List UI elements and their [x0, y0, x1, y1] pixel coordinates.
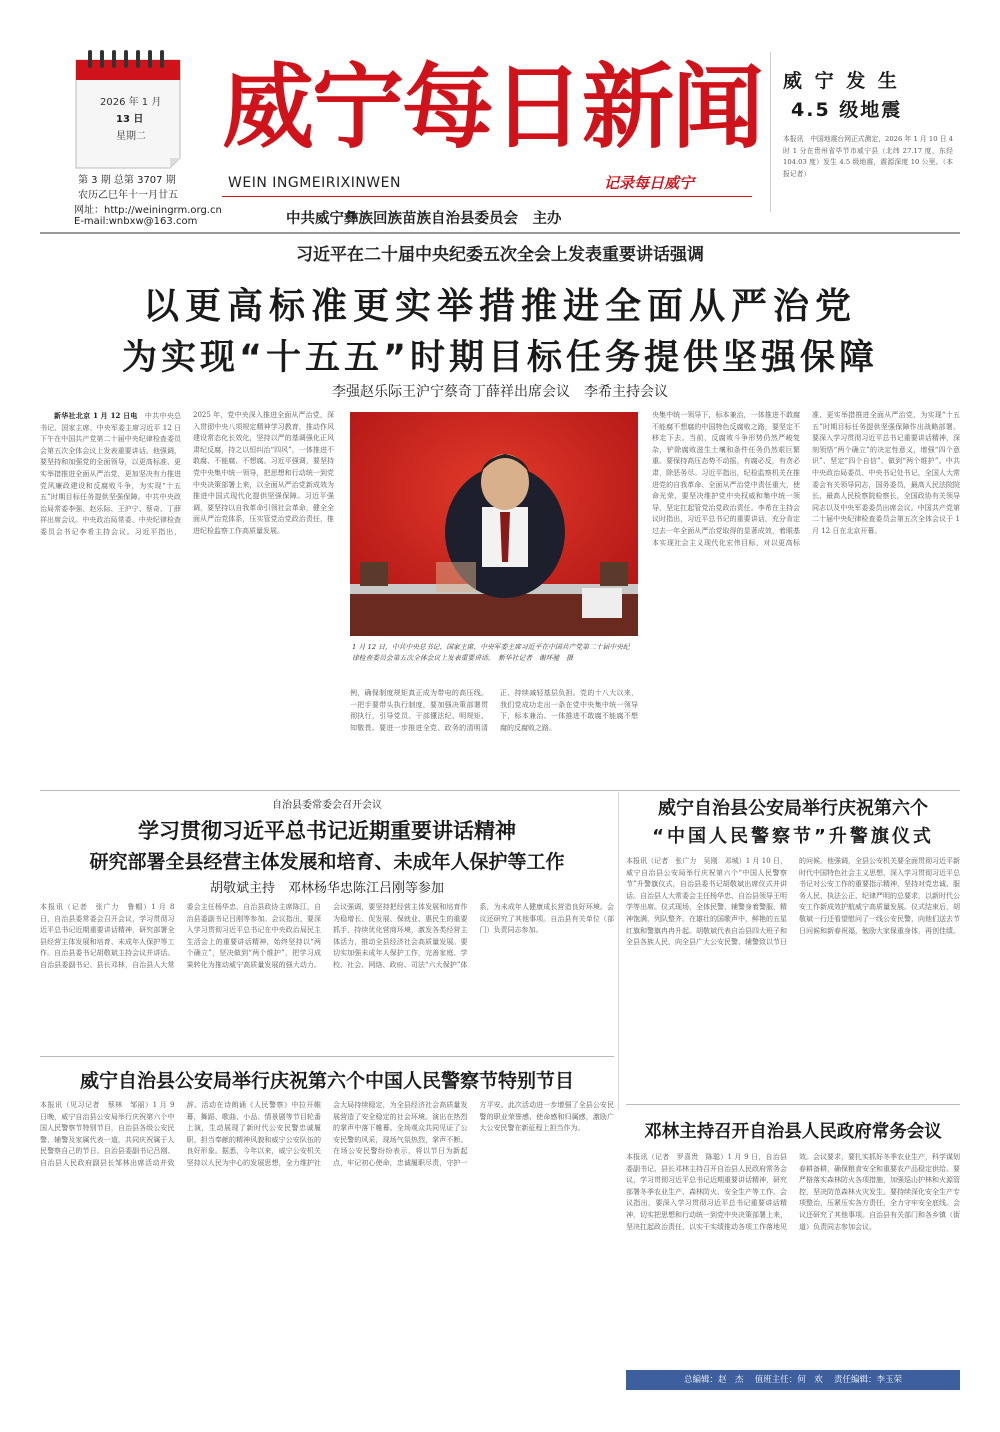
story3-text: 本报讯（记者 张广力 吴刚 邓城）1 月 10 日，威宁自治县公安局举行庆祝第六个“中国人民警察节”升警旗仪式，自治县委书记胡敬斌出席仪式并讲话。自治县人大常委会主任杨华忠、自治县领导王明学等出席。仪式现场，全体民警、辅警身着警服，精神饱满，列队整齐。在雄壮的国歌声中，鲜艳的五星红旗和警旗冉冉升起。胡敬斌代表自治县四大班子和全县各族人民，向全县广大公安民警、辅警致以节日的问候。他强调，全县公安机关要全面贯彻习近平新时代中国特色社会主义思想，深入学习贯彻习近平总书记对公安工作的重要指示精神，坚持对党忠诚、服务人民、执法公正、纪律严明的总要求，以新时代公安工作新成效护航威宁高质量发展。仪式结束后，胡敬斌一行还看望慰问了一线公安民警，向他们送去节日问候和新春祝福，勉励大家保重身体，再创佳绩。	[626, 857, 960, 947]
lead-right-columns: 央集中统一领导下，标本兼治，一体推进不敢腐不能腐不想腐的中国特色反腐败之路，要坚定不移走下去。当前，反腐败斗争形势仍然严峻复杂，铲除腐败滋生土壤和条件任务仍然艰巨繁重。要保持高压态势不动摇，有腐必反，有贪必肃，除恶务尽。习近平指出，纪检监察机关在推进党的自我革命、全面从严治党中责任重大，使命光荣，要坚决维护党中央权威和集中统一领导，坚定扛起管党治党政治责任。李希在主持会议时指出，习近平总书记的重要讲话，充分肯定过去一年全面从严治党取得的显著成效，着眼基本实现社会主义现代化宏伟目标，对以更高标准、更实举措推进全面从严治党，为实现“十五五”时期目标任务提供坚强保障作出战略部署。要深入学习贯彻习近平总书记重要讲话精神，深刻领悟“两个确立”的决定性意义，增强“四个意识”、坚定“四个自信”、做到“两个维护”。中共中央政治局委员、中央书记处书记，全国人大常委会有关领导同志，国务委员，最高人民法院院长、最高人民检察院检察长，全国政协有关领导同志以及中央军委委员出席会议。中国共产党第二十届中央纪律检查委员会第五次全体会议于 1 月 12 日在北京开幕。	[652, 411, 960, 547]
lead-headline-2: 为实现“十五五”时期目标任务提供坚强保障	[121, 338, 878, 378]
footer-responsible: 责任编辑：李玉荣	[833, 1375, 902, 1385]
story2-subhead: 胡敬斌主持 邓林杨华忠陈江吕刚等参加	[209, 881, 444, 896]
top-rule	[40, 232, 960, 234]
lead-photo	[350, 412, 638, 636]
story-vertical-divider	[618, 792, 619, 1110]
newspaper-slogan: 记录每日威宁	[604, 174, 695, 192]
story4-headline: 威宁自治县公安局举行庆祝第六个中国人民警察节特别节目	[79, 1070, 574, 1092]
lead-headline-1: 以更高标准更实举措推进全面从严治党	[142, 286, 857, 327]
footer-editor: 总编辑：赵 杰	[684, 1375, 744, 1385]
story2-text: 本报讯（记者 张广力 鲁帽）1 月 8 日，自治县委常委会召开会议，学习贯彻习近平总书记近期重要讲话精神，研究部署全县经营主体发展和培育、未成年人保护等工作。自治县委书记胡敬斌主持会议并讲话。自治县委副书记、县长邓林，自治县人大常委会主任杨华忠，自治县政协主席陈江，自治县委副书记吕刚等参加。会议指出，要深入学习贯彻习近平总书记在中央政治局民主生活会上的重要讲话精神，始终坚持以“两个确立”，坚决做到“两个维护”，把学习成果转化为推动威宁高质量发展的强大动力。会议强调，要坚持把经营主体发展和培育作为稳增长、促发展、保就业、惠民生的重要抓手，持续优化营商环境，激发各类经营主体活力，推动全县经济社会高质量发展。要切实加强未成年人保护工作，完善家庭、学校、社会、网络、政府、司法“六大保护”体系，为未成年人健康成长营造良好环境。会议还研究了其他事项。自治县有关单位（部门）负责同志参加。	[40, 903, 614, 969]
story3-headline-1: 威宁自治县公安局举行庆祝第六个	[658, 798, 928, 819]
masthead-divider	[222, 196, 752, 197]
quake-title-line1: 威 宁 发 生	[783, 70, 900, 92]
issue-number: 第 3 期 总第 3707 期	[78, 175, 176, 186]
lead-bottom-rule	[40, 790, 960, 791]
sponsor-line: 中共威宁彝族回族苗族自治县委员会 主办	[286, 211, 562, 227]
lead-photo-caption-text: 1 月 12 日，中共中央总书记、国家主席、中央军委主席习近平在中国共产党第二十届中央纪律检查委员会第五次全体会议上发表重要讲话。 新华社记者 谢环驰 摄	[352, 643, 630, 662]
mid-rule-right	[626, 1104, 960, 1105]
footer-review: 值班主任：何 欢	[754, 1375, 823, 1385]
lead-under-photo-text: 例，确保制度规矩真正成为带电的高压线。一把手要带头执行制度，要加强决策部署贯彻执行，引导党员、干部懂法纪、明规矩、知敬畏。要进一步推进全党、政务的清明清正、持续减轻基层负担。党的十八大以来，我们党成功走出一条在党中央集中统一领导下，标本兼治、一体推进不敢腐不能腐不想腐的反腐败之路。	[350, 689, 638, 732]
lead-left-columns	[40, 410, 334, 780]
lead-left-text: 中共中央总书记、国家主席、中央军委主席习近平 12 日下午在中国共产党第二十届中央纪律检查委员会第五次全体会议上发表重要讲话。他强调，要坚持和加强党的全面领导，以更高标准、更实举措推进全面从严治党，更加坚决有力推进党风廉政建设和反腐败斗争，为实现“十五五”时期目标任务提供坚强保障。中共中央政治局常委李强、赵乐际、王沪宁、蔡奇、丁薛祥出席会议。中央政治局常委、中央纪律检查委员会书记李希主持会议。习近平指出，2025 年，党中央深入推进全面从严治党，深入贯彻中央八项规定精神学习教育，推动作风建设常态化长效化，坚持以严的基调强化正风肃纪反腐，持之以恒纠治“四风”，一体推进不敢腐、不能腐、不想腐。习近平强调，要坚持党中央集中统一领导，把思想和行动统一到党中央决策部署上来，以全面从严治党新成效为推进中国式现代化提供坚强保障。习近平强调，要坚持以自我革命引领社会革命，健全全面从严治党体系，压实管党治党政治责任，推进纪检监察工作高质量发展。	[40, 411, 334, 536]
newspaper-title: 威宁每日新闻	[222, 53, 763, 161]
story4-text: 本报讯（见习记者 蔡林 邹丽）1 月 9 日晚，威宁自治县公安局举行庆祝第六个中国人民警察节特别节目，自治县各级公安民警、辅警及家属代表一道，共同庆祝属于人民警察自己的节日。自治县委副书记吕刚、自治县人民政府副县长邹林出席活动并致辞。活动在诗朗诵《人民警察》中拉开帷幕，舞蹈、歌曲、小品、情景剧等节目轮番上演，生动展现了新时代公安民警忠诚履职、担当奉献的精神风貌和威宁公安队伍的良好形象。据悉，今年以来，威宁公安机关坚持以人民为中心的发展思想，全力维护社会大局持续稳定，为全县经济社会高质量发展营造了安全稳定的社会环境。演出在热烈的掌声中落下帷幕。全场观众共同见证了公安民警的风采，现场气氛热烈，掌声不断。在场公安民警纷纷表示，将以节日为新起点，牢记初心使命，忠诚履职尽责，守护一方平安。此次活动进一步增强了全县公安民警的职业荣誉感、使命感和归属感，激励广大公安民警在新征程上担当作为。	[40, 1101, 614, 1167]
issue-weekday: 星期二	[116, 131, 146, 142]
lunar-date: 农历乙巳年十一月廿五	[78, 190, 178, 201]
lead-dateline: 新华社北京 1 月 12 日电	[54, 411, 138, 420]
story2-kicker: 自治县委常委会召开会议	[272, 800, 382, 811]
issue-date: 2026 年 1 月	[100, 97, 162, 108]
newspaper-pinyin: WEIN INGMEIRIXINWEN	[228, 175, 401, 191]
quake-text: 本报讯 中国地震台网正式测定，2026 年 1 月 10 日 4 时 1 分在贵州省毕节市威宁县（北纬 27.17 度，东经 104.03 度）发生 4.5 级地震，震源深度 10 公里。（本报记者）	[783, 135, 953, 178]
lead-subhead: 李强赵乐际王沪宁蔡奇丁薛祥出席会议 李希主持会议	[332, 384, 668, 400]
story2-headline-2: 研究部署全县经营主体发展和培育、未成年人保护等工作	[89, 851, 565, 873]
story2-headline-1: 学习贯彻习近平总书记近期重要讲话精神	[138, 819, 516, 843]
lead-photo-caption	[352, 642, 636, 664]
story5-headline: 邓林主持召开自治县人民政府常务会议	[644, 1122, 942, 1142]
quake-title-line2: 4.5 级地震	[791, 99, 903, 121]
calendar-icon	[70, 46, 186, 170]
mid-rule-left	[40, 1056, 614, 1057]
lead-kicker: 习近平在二十届中央纪委五次全会上发表重要讲话强调	[296, 245, 704, 265]
website-link[interactable]: 网址：http://weiningrm.org.cn	[74, 205, 222, 216]
quake-box	[770, 52, 969, 212]
story5-text: 本报讯（记者 罗喜贵 陈聪）1 月 9 日，自治县委副书记、县长邓林主持召开自治县人民政府常务会议，学习贯彻习近平总书记近期重要讲话精神，研究部署冬季农业生产、森林防火、安全生产等工作。会议指出，要深入学习贯彻习近平总书记重要讲话精神，切实把思想和行动统一到党中央决策部署上来，坚决扛起政治责任，以实干实绩推动各项工作落地见效。会议要求，要扎实抓好冬季农业生产，科学谋划春耕备耕，确保粮食安全和重要农产品稳定供给。要严格落实森林防火各项措施，加强巡山护林和火源管控，坚决防范森林火灾发生。要持续深化安全生产专项整治，压紧压实各方责任，全力守牢安全底线。会议还研究了其他事项。自治县有关部门和各乡镇（街道）负责同志参加会议。	[626, 1153, 960, 1231]
footer-credits-bar	[626, 1370, 960, 1390]
story3-headline-2: “中国人民警察节”升警旗仪式	[652, 826, 934, 847]
issue-day: 13 日	[116, 114, 144, 125]
email-link[interactable]: E-mail:wnbxw@163.com	[74, 216, 198, 227]
